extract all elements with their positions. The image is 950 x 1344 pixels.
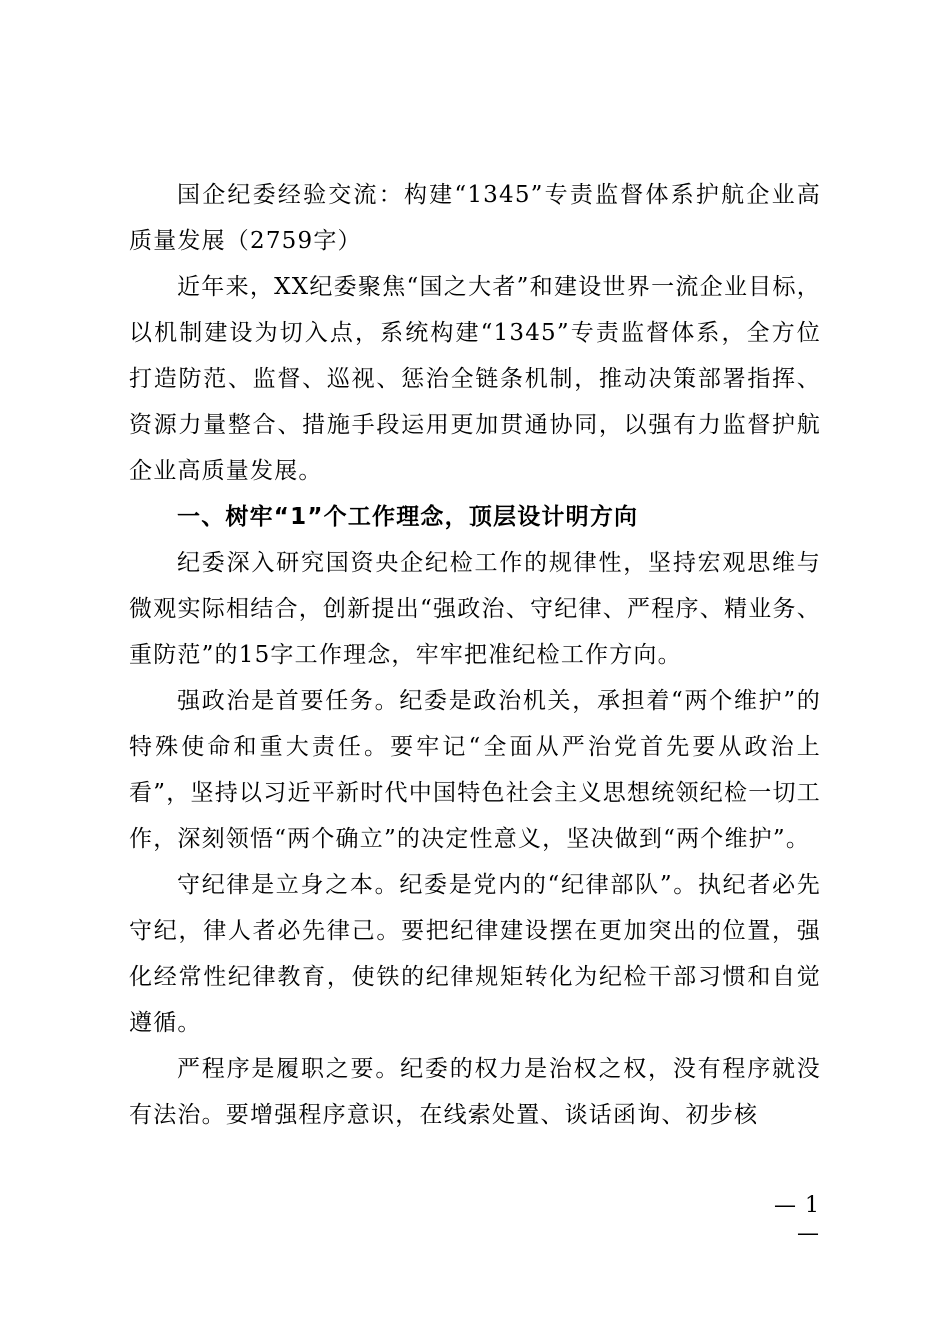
page-number: — 1 — (774, 1193, 820, 1246)
paragraph-politics: 强政治是首要任务。纪委是政治机关，承担着“两个维护”的特殊使命和重大责任。要牢记“全面从严治党首先要从政治上看”，坚持以习近平新时代中国特色社会主义思想统领纪检一切工作，深刻领悟“两个确立”的决定性意义，坚决做到“两个维护”。 (129, 688, 821, 852)
paragraph-intro: 近年来，XX纪委聚焦“国之大者”和建设世界一流企业目标，以机制建设为切入点，系统构建“1345”专责监督体系，全方位打造防范、监督、巡视、惩治全链条机制，推动决策部署指挥、资源力量整合、措施手段运用更加贯通协同，以强有力监督护航企业高质量发展。 (129, 274, 821, 484)
section-heading-1: 一、树牢“1”个工作理念，顶层设计明方向 (177, 504, 639, 530)
document-body (129, 172, 821, 1138)
paragraph-procedure: 严程序是履职之要。纪委的权力是治权之权，没有程序就没有法治。要增强程序意识，在线索处置、谈话函询、初步核 (129, 1056, 821, 1128)
document-title: 国企纪委经验交流：构建“1345”专责监督体系护航企业高质量发展（2759字） (129, 182, 821, 254)
paragraph-discipline: 守纪律是立身之本。纪委是党内的“纪律部队”。执纪者必先守纪，律人者必先律己。要把纪律建设摆在更加突出的位置，强化经常性纪律教育，使铁的纪律规矩转化为纪检干部习惯和自觉遵循。 (129, 872, 821, 1036)
paragraph-work-concept: 纪委深入研究国资央企纪检工作的规律性，坚持宏观思维与微观实际相结合，创新提出“强政治、守纪律、严程序、精业务、重防范”的15字工作理念，牢牢把准纪检工作方向。 (129, 550, 821, 668)
